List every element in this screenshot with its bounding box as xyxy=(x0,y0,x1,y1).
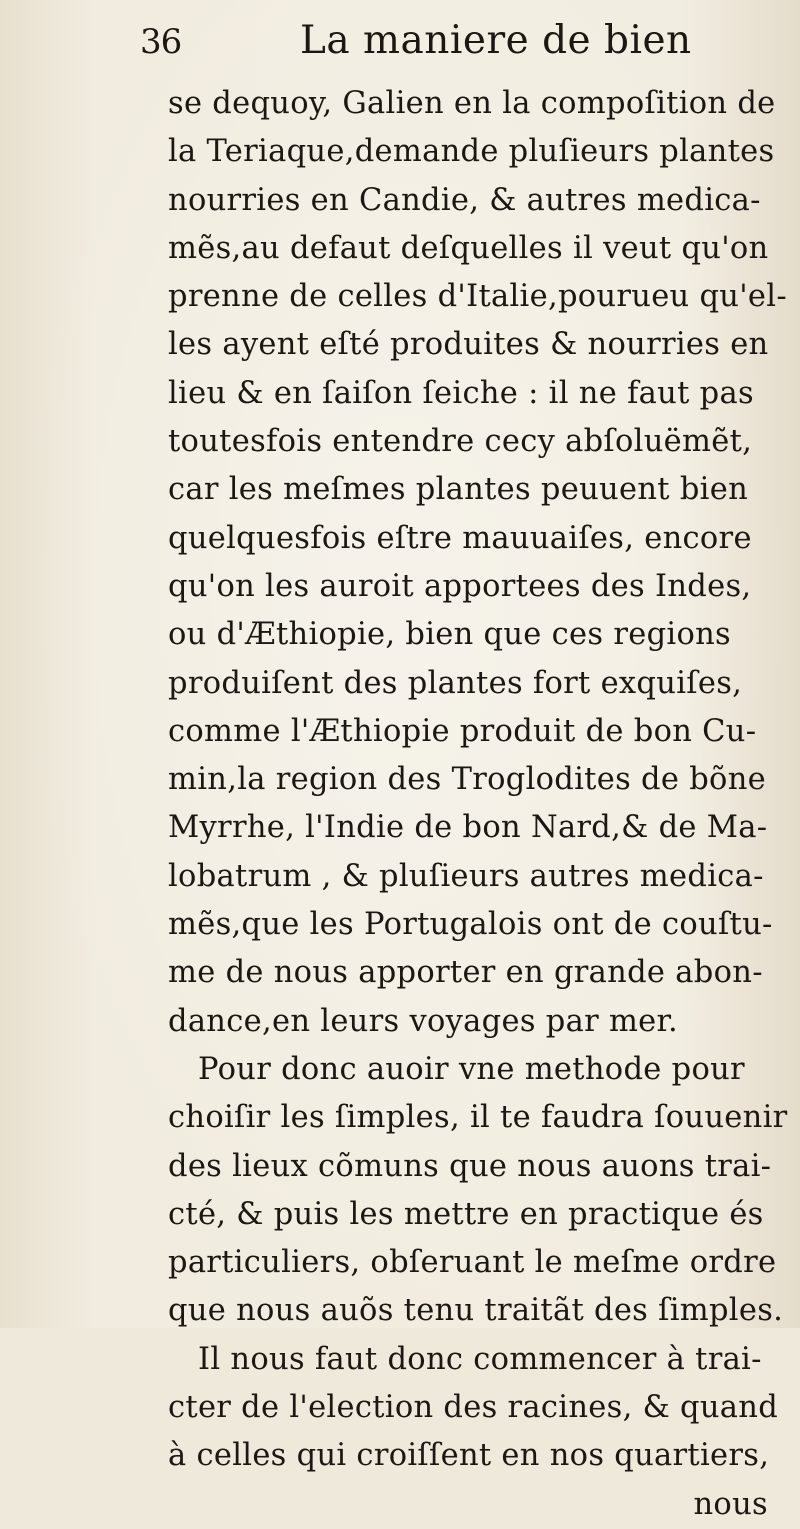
text-line: mẽs,au defaut deſquelles il veut qu'on xyxy=(168,230,769,266)
text-line: que nous auõs tenu traitãt des ſimples. xyxy=(168,1293,784,1329)
text-line: particuliers, obſeruant le meſme ordre xyxy=(168,1245,777,1281)
text-line: toutesfois entendre cecy abſoluëmẽt, xyxy=(168,424,753,460)
text-line: prenne de celles d'Italie,pourueu qu'el- xyxy=(168,279,787,315)
page-number: 36 xyxy=(140,22,182,62)
text-line: lieu & en ſaiſon ſeiche : il ne faut pas xyxy=(168,375,754,411)
text-line: qu'on les auroit apportees des Indes, xyxy=(168,568,752,604)
body-text xyxy=(168,80,788,1529)
paragraph-start-line: Il nous faut donc commencer à trai- xyxy=(198,1341,762,1377)
text-line: à celles qui croiſſent en nos quartiers, xyxy=(168,1438,770,1474)
text-line: des lieux cõmuns que nous auons trai- xyxy=(168,1148,772,1184)
text-line: car les meſmes plantes peuuent bien xyxy=(168,472,749,508)
text-line: nourries en Candie, & autres medica- xyxy=(168,182,761,218)
text-line: cté, & puis les mettre en practique és xyxy=(168,1196,764,1232)
text-line: les ayent eſté produites & nourries en xyxy=(168,327,769,363)
catchword: nous xyxy=(693,1486,768,1522)
text-line: se dequoy, Galien en la compoſition de xyxy=(168,86,776,121)
text-line: me de nous apporter en grande abon- xyxy=(168,955,763,991)
text-line: mẽs,que les Portugalois ont de couſtu- xyxy=(168,907,773,943)
page-header xyxy=(0,14,800,64)
running-title: La maniere de bien xyxy=(300,18,692,63)
text-line: quelquesfois eſtre mauuaiſes, encore xyxy=(168,520,752,556)
text-line: lobatrum , & pluſieurs autres medica- xyxy=(168,858,764,894)
text-line: produiſent des plantes fort exquiſes, xyxy=(168,665,743,701)
text-line: comme l'Æthiopie produit de bon Cu- xyxy=(168,713,757,749)
text-line: min,la region des Troglodites de bõne xyxy=(168,762,766,798)
text-line: ou d'Æthiopie, bien que ces regions xyxy=(168,617,731,653)
text-line: dance,en leurs voyages par mer. xyxy=(168,1003,679,1039)
text-line: Myrrhe, l'Indie de bon Nard,& de Ma- xyxy=(168,810,768,846)
text-line: cter de l'election des racines, & quand xyxy=(168,1390,779,1426)
text-line: choiſir les ſimples, il te faudra ſouuenir xyxy=(168,1100,788,1136)
paragraph-start-line: Pour donc auoir vne methode pour xyxy=(198,1051,745,1087)
text-line: la Teriaque,demande pluſieurs plantes xyxy=(168,134,775,170)
